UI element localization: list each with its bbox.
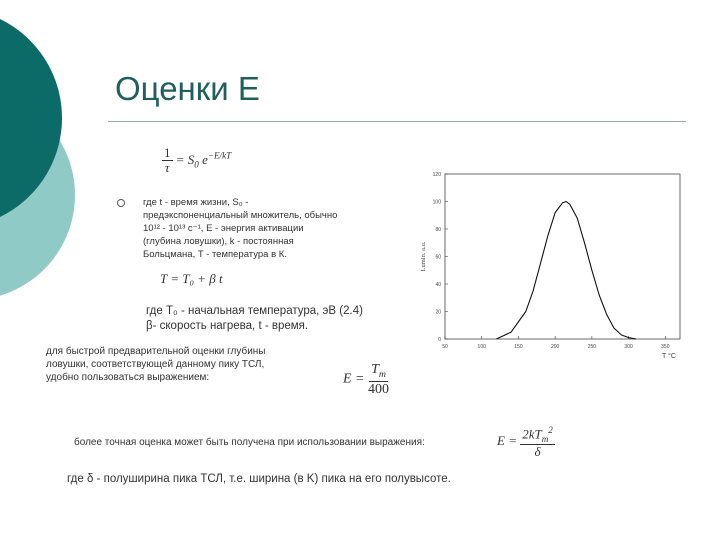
chart-x-tick-label: 50 xyxy=(442,344,448,350)
equation-temperature: T = T₀ + β t xyxy=(160,271,223,286)
tsl-glow-curve-chart xyxy=(412,168,702,366)
equation-lifetime xyxy=(162,146,231,176)
chart-y-tick-label: 60 xyxy=(435,254,441,261)
quick-estimate-line: удобно пользоваться выражением: xyxy=(46,372,210,383)
decorative-background xyxy=(0,0,120,540)
decorative-shapes xyxy=(0,0,120,540)
equation-quick-num-main: T xyxy=(371,362,379,377)
equation-precise-denominator: δ xyxy=(534,443,541,459)
temperature-description xyxy=(146,304,446,334)
lifetime-line: Больцмана, T - температура в К. xyxy=(143,249,287,260)
title-divider xyxy=(108,121,686,122)
equation-precise-num-sup: 2 xyxy=(548,425,553,435)
lifetime-line: 10¹² - 10¹³ с⁻¹, E - энергия активации xyxy=(143,223,304,234)
equation-lifetime-numerator: 1 xyxy=(164,145,171,160)
equation-precise-numerator xyxy=(520,425,555,445)
chart-y-tick-label: 0 xyxy=(438,337,441,343)
equation-precise-num-sub: m xyxy=(541,433,549,444)
chart-x-tick-label: 150 xyxy=(514,344,523,350)
equation-lifetime-fraction xyxy=(162,146,173,176)
equation-precise-lhs: E = xyxy=(497,433,517,449)
bullet-marker xyxy=(117,199,125,207)
delta-description: где δ - полуширина пика ТСЛ, т.е. ширина (в K) пика на его полувысоте. xyxy=(67,473,451,485)
temperature-line: где T₀ - начальная температура, эВ (2.4) xyxy=(146,305,363,317)
equation-precise-estimate xyxy=(497,425,555,459)
equation-precise-fraction xyxy=(520,425,555,459)
equation-lifetime-exp-base: e xyxy=(202,151,208,167)
lifetime-line: предэкспоненциальный множитель, обычно xyxy=(143,210,338,221)
quick-estimate-line: ловушки, соответствующей данному пику ТСЛ, xyxy=(46,359,265,370)
lifetime-line: где t - время жизни, S₀ - xyxy=(143,197,249,208)
chart-y-tick-label: 80 xyxy=(435,227,441,233)
chart-x-axis-label: T °C xyxy=(662,353,676,360)
equation-quick-estimate xyxy=(343,362,389,397)
equation-quick-denominator: 400 xyxy=(368,381,389,397)
quick-estimate-text xyxy=(46,345,326,384)
chart-x-tick-label: 200 xyxy=(550,344,560,350)
chart-y-tick-label: 40 xyxy=(435,282,441,288)
chart-series-line xyxy=(496,202,636,340)
chart-x-tick-label: 100 xyxy=(477,344,486,350)
chart-y-tick-label: 100 xyxy=(432,199,441,206)
equation-lifetime-denominator: τ xyxy=(164,160,170,176)
chart-y-axis-label: Lumin. a.u. xyxy=(420,241,427,272)
chart-x-tick-label: 350 xyxy=(661,344,670,350)
equation-quick-fraction xyxy=(368,362,389,397)
lifetime-line: (глубина ловушки), k - постоянная xyxy=(143,236,294,247)
equation-quick-num-sub: m xyxy=(378,368,386,380)
lifetime-description xyxy=(143,196,413,261)
equation-precise-num-main: 2kT xyxy=(522,426,542,442)
chart-x-tick-label: 300 xyxy=(624,344,633,350)
chart-y-tick-label: 20 xyxy=(435,309,441,316)
temperature-line: β- скорость нагрева, t - время. xyxy=(146,320,309,332)
chart-x-tick-label: 250 xyxy=(587,344,597,350)
chart-plot-frame xyxy=(445,174,680,339)
precise-estimate-text: более точная оценка может быть получена при использовании выражения: xyxy=(74,437,425,448)
equation-lifetime-rhs: = S xyxy=(175,151,195,167)
chart-y-tick-label: 120 xyxy=(432,172,441,178)
equation-quick-numerator xyxy=(369,362,388,382)
equation-lifetime-exponent: −E/kT xyxy=(207,150,232,161)
equation-quick-lhs: E = xyxy=(343,371,365,387)
equation-lifetime-subscript: 0 xyxy=(194,159,199,170)
slide-title: Оценки E xyxy=(115,70,260,107)
quick-estimate-line: для быстрой предварительной оценки глубины xyxy=(46,346,266,357)
